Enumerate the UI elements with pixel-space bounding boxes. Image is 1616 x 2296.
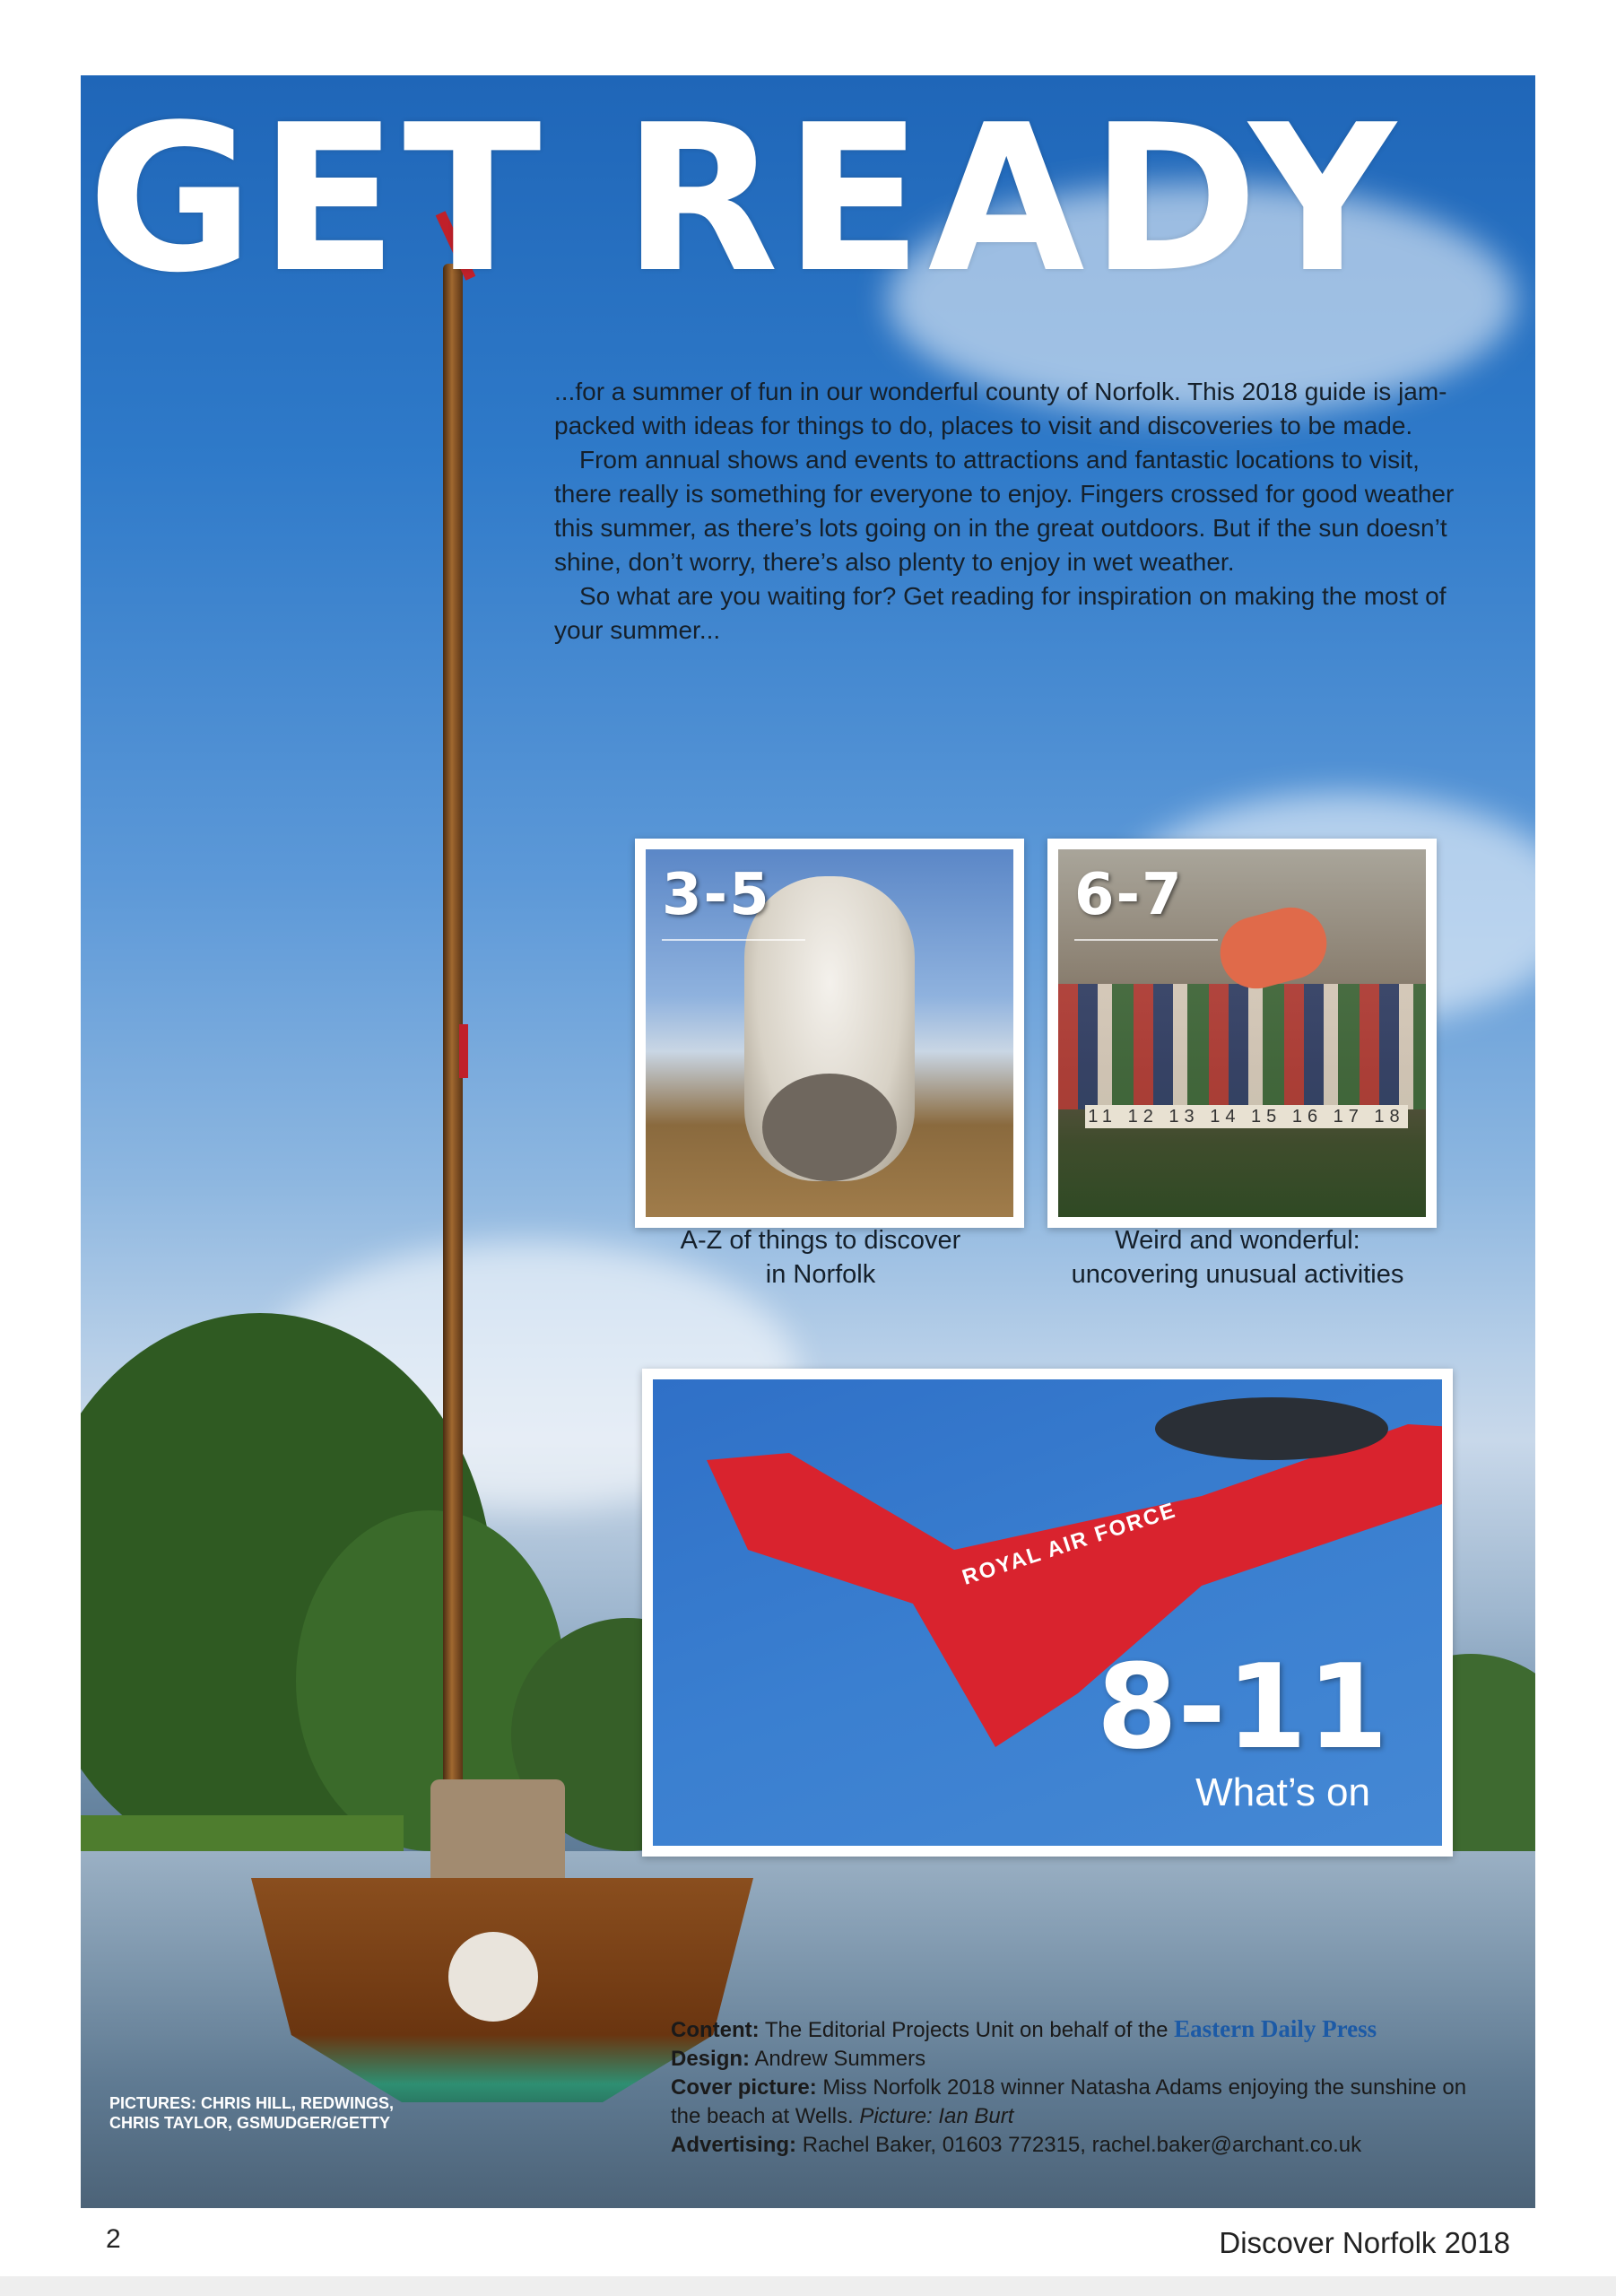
divider	[662, 939, 805, 941]
jumping-woman	[1212, 900, 1335, 996]
credit-label: Advertising:	[671, 2133, 797, 2157]
picture-credits: PICTURES: CHRIS HILL, REDWINGS, CHRIS TAYLOR, GSMUDGER/GETTY	[109, 2094, 395, 2132]
caption-line: A-Z of things to discover	[680, 1226, 961, 1255]
intro-text	[554, 375, 1460, 648]
feature-caption	[628, 1223, 1013, 1292]
credit-text: Miss Norfolk 2018 winner Natasha Adams enjoying the sunshine on the beach at Wells.	[671, 2075, 1467, 2128]
feature-card-whats-on[interactable]	[642, 1369, 1453, 1857]
page-range: 6-7	[1074, 862, 1184, 928]
intro-paragraph: ...for a summer of fun in our wonderful county of Norfolk. This 2018 guide is jam-packed with ideas for things to do, places to visit and discoveries to be made.	[554, 378, 1447, 439]
credit-design	[671, 2045, 1496, 2074]
page-number: 2	[106, 2224, 121, 2254]
boat-bow-disc	[448, 1932, 538, 2022]
feature-caption: What’s on	[1195, 1770, 1370, 1814]
credits-block	[671, 2014, 1496, 2160]
measuring-board: 11 12 13 14 15 16 17 18	[1085, 1105, 1408, 1128]
credit-cover	[671, 2074, 1496, 2131]
credit-advertising	[671, 2131, 1496, 2160]
feature-card-weird[interactable]	[1047, 839, 1437, 1228]
credit-text: Andrew Summers	[754, 2047, 926, 2071]
credit-label: Cover picture:	[671, 2075, 817, 2100]
intro-paragraph: So what are you waiting for? Get reading for inspiration on making the most of your summer...	[554, 582, 1447, 644]
bottom-strip	[0, 2276, 1616, 2296]
jet-livery-text: ROYAL AIR FORCE	[959, 1498, 1180, 1590]
jet-canopy	[1155, 1397, 1388, 1460]
mast-ribbon	[459, 1024, 468, 1078]
feature-card-az[interactable]	[635, 839, 1024, 1228]
credit-label: Content:	[671, 2018, 760, 2042]
publication-title: Discover Norfolk 2018	[1219, 2226, 1510, 2259]
feature-caption	[1031, 1223, 1444, 1292]
horse-photo	[646, 849, 1013, 1217]
page-range: 8-11	[1096, 1639, 1388, 1775]
caption-line: Weird and wonderful:	[1115, 1226, 1360, 1255]
divider	[1074, 939, 1218, 941]
caption-line: in Norfolk	[765, 1260, 876, 1289]
credit-text: Rachel Baker, 01603 772315, rachel.baker@archant.co.uk	[802, 2133, 1362, 2157]
credit-text: Picture: Ian Burt	[859, 2104, 1014, 2128]
caption-line: uncovering unusual activities	[1071, 1260, 1404, 1289]
boat-sail-bundle	[430, 1779, 565, 1887]
credit-text: The Editorial Projects Unit on behalf of the	[764, 2018, 1169, 2042]
credit-label: Design:	[671, 2047, 751, 2071]
publisher-logo: Eastern Daily Press	[1174, 2015, 1377, 2042]
horse-nose	[762, 1074, 897, 1181]
page-title: GET READY	[87, 82, 1402, 317]
intro-paragraph: From annual shows and events to attractions and fantastic locations to visit, there really is something for everyone to enjoy. Fingers crossed for good weather this summer, as there’s lots going on in the great outdoors. But if the sun doesn’t shine, don’t worry, there’s also plenty to enjoy in wet weather.	[554, 446, 1455, 576]
red-arrows-photo	[653, 1379, 1442, 1846]
page-range: 3-5	[662, 862, 771, 928]
festival-photo	[1058, 849, 1426, 1217]
crowd	[1058, 984, 1426, 1109]
credit-content	[671, 2014, 1496, 2045]
